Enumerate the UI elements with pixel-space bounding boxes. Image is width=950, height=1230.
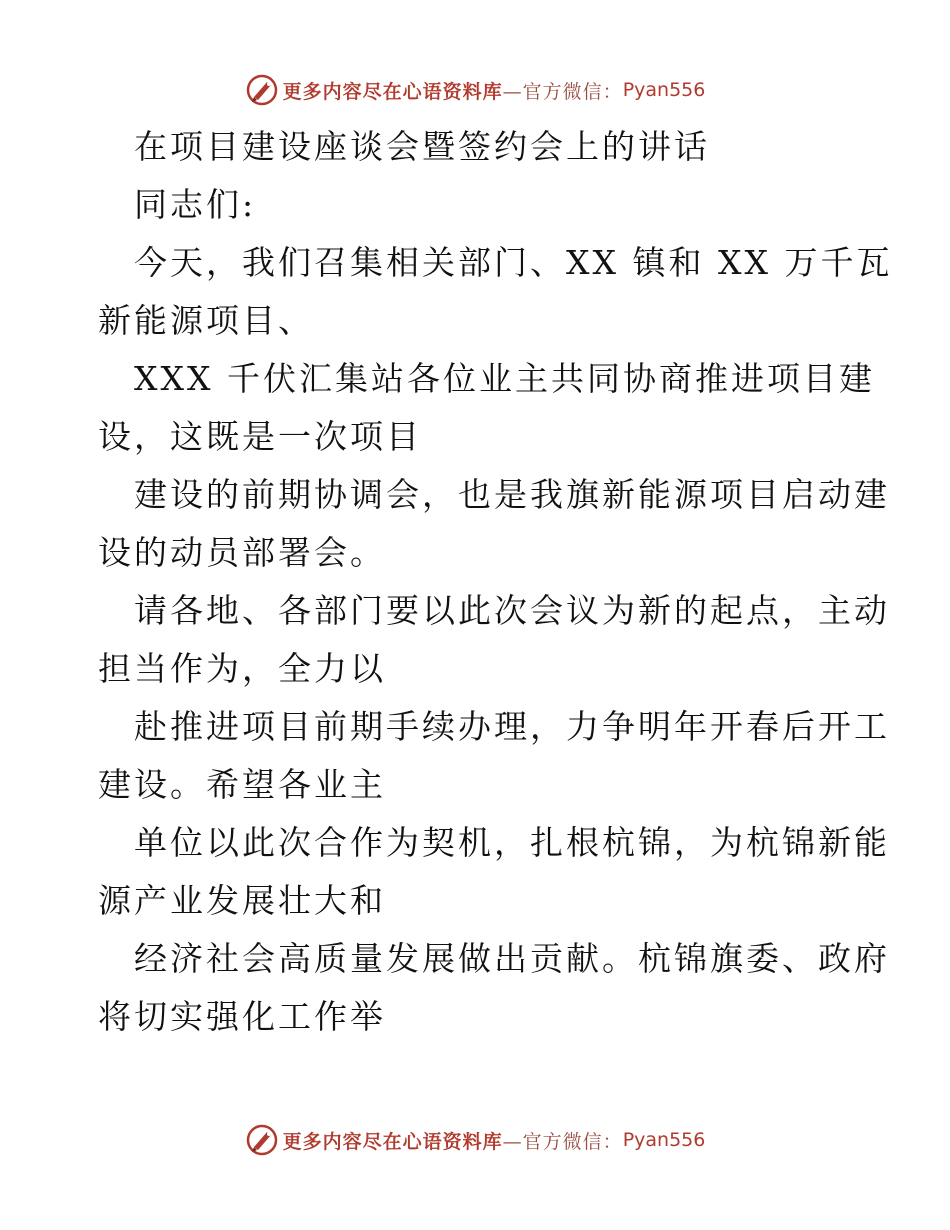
paragraph-line: 设，这既是一次项目 (98, 417, 422, 456)
paragraph-line: 单位以此次合作为契机，扎根杭锦，为杭锦新能 (134, 823, 890, 862)
pen-logo-icon (245, 73, 279, 107)
watermark-wechat-id: Pyan556 (622, 79, 706, 101)
paragraph-line: 新能源项目、 (98, 301, 314, 340)
footer-watermark (0, 1120, 950, 1160)
paragraph-line: 经济社会高质量发展做出贡献。杭锦旗委、政府 (134, 939, 890, 978)
salutation: 同志们: (134, 185, 257, 224)
paragraph-line: 担当作为，全力以 (98, 649, 386, 688)
watermark-text: 更多内容尽在心语资料库 (282, 1130, 503, 1153)
watermark-separator: —官方微信： (502, 80, 623, 103)
pen-logo-icon (245, 1123, 279, 1157)
watermark-text: 更多内容尽在心语资料库 (282, 80, 503, 103)
paragraph-line: 请各地、各部门要以此次会议为新的起点，主动 (134, 591, 890, 630)
paragraph-line: 设的动员部署会。 (98, 533, 386, 572)
paragraph-line: 将切实强化工作举 (98, 997, 386, 1036)
paragraph-line: 赴推进项目前期手续办理，力争明年开春后开工 (134, 707, 890, 746)
paragraph-line: XXX 千伏汇集站各位业主共同协商推进项目建 (134, 359, 875, 398)
header-watermark (0, 70, 950, 110)
watermark-separator: —官方微信： (502, 1130, 623, 1153)
document-title: 在项目建设座谈会暨签约会上的讲话 (134, 127, 710, 166)
document-body (98, 118, 893, 1046)
watermark-wechat-id: Pyan556 (622, 1129, 706, 1151)
paragraph-line: 今天，我们召集相关部门、XX 镇和 XX 万千瓦 (134, 243, 893, 282)
paragraph-line: 建设。希望各业主 (98, 765, 386, 804)
paragraph-line: 源产业发展壮大和 (98, 881, 386, 920)
paragraph-line: 建设的前期协调会，也是我旗新能源项目启动建 (134, 475, 890, 514)
